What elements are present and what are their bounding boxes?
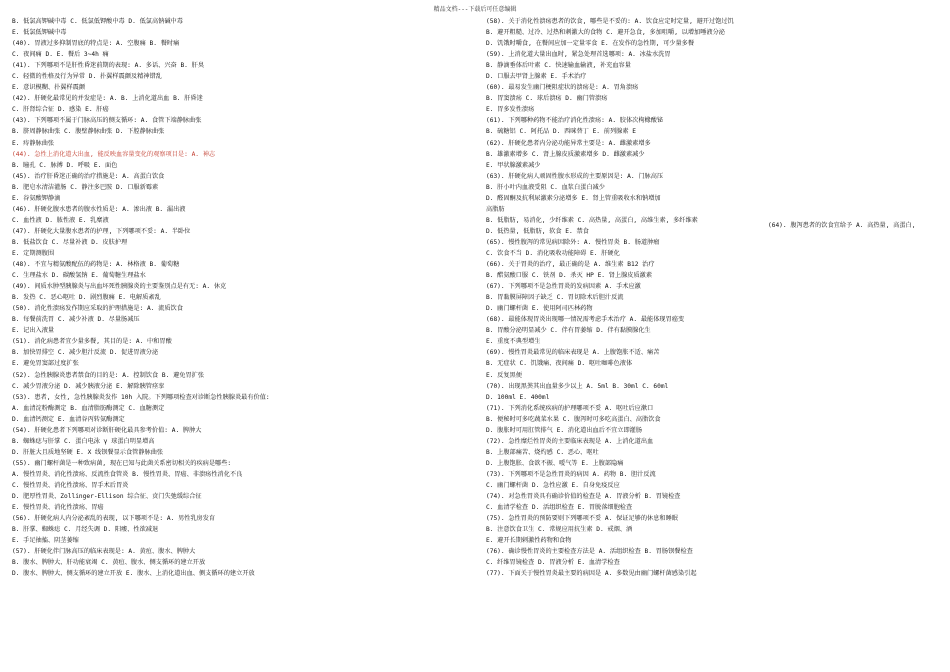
question-line: C. 生理盐水 D. 碳酸氢钠 E. 葡萄糖生理盐水 <box>12 272 146 280</box>
question-line: B. 蜘蛛痣与肝掌 C. 蛋白电泳 γ 球蛋白明显增高 <box>12 437 155 445</box>
question-line: D. 腹胀时可用肛管排气 E. 消化道出血后不宜立即灌肠 <box>486 426 643 434</box>
question-line: E. 记出入液量 <box>12 327 55 335</box>
left-column <box>12 16 467 579</box>
question-line: E. 反复黑便 <box>486 371 522 379</box>
question-line: (75). 急性胃炎的预防要则下列哪项不妥 A. 保证足够的休息和睡眠 <box>486 515 678 523</box>
question-line: (59). 上消化道大量出血时, 紧急处理首选哪项: A. 冰盐水洗胃 <box>486 51 671 59</box>
question-line: B. 硫糖铝 C. 阿托品 D. 西咪替丁 E. 前列腺素 E <box>486 128 636 136</box>
question-line: (50). 消化性溃疡发作期应采取的护理措施是: A. 流质饮食 <box>12 305 183 313</box>
question-line: (40). 胃液过多抑制胃底的特点是: A. 空腹痛 B. 餐时痛 <box>12 40 180 48</box>
question-line: (71). 下列消化系统疾病的护理哪项不妥 A. 呕吐后应漱口 <box>486 404 654 412</box>
question-line: (62). 肝硬化患者内分泌功能异常主要是: A. 雌激素增多 <box>486 139 651 147</box>
question-line: B. 发热 C. 恶心呕吐 D. 剧烈腹痛 E. 电解质紊乱 <box>12 294 161 302</box>
question-line: B. 低盐饮食 C. 尽量补液 D. 皮肤护理 <box>12 238 128 246</box>
question-line: C. 夜间痛 D. E. 餐后 3~4h 痛 <box>12 51 109 59</box>
question-line: D. 幽门螺杆菌 E. 使用阿司匹林药物 <box>486 305 593 313</box>
question-line: (73). 下列哪项不是急性胃炎的病因 A. 药物 B. 胆汁反流 <box>486 470 656 478</box>
question-line: E. 甲状腺激素减少 <box>486 161 541 169</box>
question-line: (67). 下列哪项不是急性胃炎的发病因素 A. 手术应激 <box>486 283 641 291</box>
question-line: E. 胃多发性溃疡 <box>486 106 535 114</box>
question-line: (63). 肝硬化病人顽固性腹水形成的主要原因是: A. 门脉高压 <box>486 172 664 180</box>
question-line: (48). 不宜与精氨酸配伍的药物是: A. 林格液 B. 葡萄糖 <box>12 261 180 269</box>
question-line: D. 肝脏大且质地坚硬 E. X 线钡餐显示食管静脉曲张 <box>12 448 164 456</box>
question-line: (41). 下列哪项不是肝性昏迷前期的表现: A. 多话、兴奋 B. 肝臭 <box>12 62 205 70</box>
question-line: B. 低脂肪, 易消化, 少纤维素 C. 高热量, 高蛋白, 高维生素, 多纤维素 <box>486 216 698 224</box>
question-line: B. 静滴垂体后叶素 C. 快速输血输液, 补充血容量 <box>486 62 631 70</box>
question-line: (70). 出现黑粪其出血量多少以上 A. 5ml B. 30ml C. 60ml <box>486 382 669 390</box>
question-line: B. 胃酸分泌明显减少 C. 伴有胃萎缩 D. 伴有黏膜腺化生 <box>486 327 651 335</box>
question-line: (44). 急性上消化道大出血, 能反映血容量变化的观察项目是: A. 神志 <box>12 150 216 158</box>
question-line: (43). 下列哪项不属于门脉高压的侧支循环: A. 食管下端静脉曲张 <box>12 117 202 125</box>
question-line: B. 雄激素增多 C. 肾上腺皮质激素增多 D. 雌激素减少 <box>486 150 645 158</box>
question-line: (72). 急性糜烂性胃炎的主要临床表现是 A. 上消化道出血 <box>486 437 654 445</box>
question-line: B. 胃窦溃疡 C. 球后溃疡 D. 幽门管溃疡 <box>486 95 608 103</box>
question-line: C. 纤维胃镜检查 D. 胃液分析 E. 血清学检查 <box>486 559 620 567</box>
question-line: D. 上腹饱胀、食欲不振、嗳气等 E. 上腹部隐痛 <box>486 459 624 467</box>
question-line: A. 血清淀粉酶测定 B. 血清脂肪酶测定 C. 血糖测定 <box>12 404 165 412</box>
question-line: (66). 关于胃炎的治疗, 最正确的是 A. 维生素 B12 治疗 <box>486 261 655 269</box>
question-line: B. 便秘时可多吃蔬菜水果 C. 腹泻时可多吃高蛋白、高脂饮食 <box>486 415 661 423</box>
question-line: (51). 消化病患者宜少量多餐, 其目的是: A. 中和胃酸 <box>12 338 172 346</box>
question-line: (68). 最能体现胃炎出现哪一情况需考虑手术治疗 A. 最能体现胃癌变 <box>486 316 685 324</box>
question-line: C. 饮食不当 D. 消化吸收功能障碍 E. 肝硬化 <box>486 249 620 257</box>
question-line: D. 低热量, 低脂肪, 软食 E. 禁食 <box>486 227 589 235</box>
question-line: (65). 慢性腹泻的常见病因除外: A. 慢性胃炎 B. 肠道肿瘤 <box>486 238 660 246</box>
question-line: A. 慢性胃炎、消化性溃疡、反流性食管炎 B. 慢性胃炎、胃癌、非溃疡性消化不良 <box>12 470 243 478</box>
question-line: B. 低氯高钾碱中毒 C. 低氯低钾酸中毒 D. 低氯高钠碱中毒 <box>12 18 183 25</box>
question-line: E. 慢性胃炎、消化性溃疡、胃癌 <box>12 504 104 512</box>
question-line: E. 定期测腹围 <box>12 249 55 257</box>
question-line: (77). 下面关于慢性胃炎最主要的病因是 A. 多数见由幽门螺杆菌感染引起 <box>486 570 697 578</box>
question-line: (45). 治疗肝昏迷正确的治疗措施是: A. 高蛋白饮食 <box>12 172 165 180</box>
question-line: D. 100ml E. 400ml <box>486 393 550 401</box>
question-line: C. 慢性胃炎、消化性溃疡、胃手术后胃炎 <box>12 481 129 489</box>
question-line: B. 每餐前洗胃 C. 减少补液 D. 尽量肠减压 <box>12 316 140 324</box>
question-line: (55). 幽门螺杆菌是一种致病菌, 现在已知与此菌关系密切相关的疾病是哪些: <box>12 459 232 467</box>
question-line: (49). 间质水肿型胰腺炎与出血坏死性胰腺炎的主要鉴别点是有无: A. 休克 <box>12 283 227 291</box>
question-line: B. 腹水、脾肿大、肝功能衰竭 C. 黄疸、腹水、侧支循环的建立开放 <box>12 559 206 567</box>
question-line: D. 腹水、脾肿大、侧支循环的建立开放 E. 腹水、上消化道出血、侧支循环的建立开放 <box>12 570 255 578</box>
side-note: (64). 腹泻患者的饮食宜给予 A. 高热量, 高蛋白, <box>768 222 916 229</box>
question-line: (69). 慢性胃炎最常见的临床表现是 A. 上腹饱胀不适、痛苦 <box>486 349 660 357</box>
question-line: B. 无症状 C. 饥饿痛、夜间痛 D. 呕吐咖啡色液体 <box>486 360 633 368</box>
question-line: D. 血清钙测定 E. 血清谷丙转氨酶测定 <box>12 415 125 423</box>
question-line: C. 肝肾综合征 D. 感染 E. 肝癌 <box>12 106 109 114</box>
question-line: C. 幽门螺杆菌 D. 急性应激 E. 自身免疫反应 <box>486 481 620 489</box>
question-line: E. 重度不典型增生 <box>486 338 541 346</box>
question-line: (52). 急性胰腺炎患者禁食的目的是: A. 控制饮食 B. 避免胃扩张 <box>12 371 205 379</box>
question-line: B. 上腹部痛苦、烧灼感 C. 恶心、呕吐 <box>486 448 599 456</box>
question-line: E. 避开长期刺激性药物和食物 <box>486 537 572 545</box>
question-line: B. 肥皂水清洁灌肠 C. 静注多巴胺 D. 口服新霉素 <box>12 183 159 191</box>
question-line: C. 血性液 D. 脓性液 E. 乳糜液 <box>12 216 109 224</box>
question-line: (42). 肝硬化最常见的并发症是: A. B. 上消化道出血 B. 肝昏迷 <box>12 95 203 103</box>
question-line: D. 醛固酮及抗利尿激素分泌增多 E. 肾上管重吸收水和钠增加 <box>486 194 661 202</box>
question-line: (46). 肝硬化腹水患者的腹水性质是: A. 渗出液 B. 漏出液 <box>12 205 186 213</box>
question-line: C. 血清学检查 D. 活组织检查 E. 胃脱落细胞检查 <box>486 504 633 512</box>
question-line: B. 避开粗糙、过冷、过热和刺激大的食物 C. 避开急食, 多加咀嚼, 以增加唾液分泌 <box>486 29 725 37</box>
question-line: C. 减少胃液分泌 D. 减少胰液分泌 E. 解除胰管痉挛 <box>12 382 165 390</box>
question-line: (74). 对急性胃炎具有确诊价值的检查是 A. 胃液分析 B. 胃镜检查 <box>486 493 681 501</box>
question-line: E. 低氯低钾碱中毒 <box>12 29 67 37</box>
question-line: B. 加快胃排空 C. 减少胆汁反流 D. 促进胃液分泌 <box>12 349 159 357</box>
question-line: B. 肝小叶内血液受阻 C. 血浆白蛋白减少 <box>486 183 605 191</box>
question-line: D. 肥厚性胃炎、Zollinger-Ellison 综合征、贲门失弛缓综合征 <box>12 493 202 501</box>
question-line: B. 胃黏膜屏障因子缺乏 C. 胃切除术后胆汁反流 <box>486 294 624 302</box>
question-line: E. 谷氨酸钾静滴 <box>12 194 61 202</box>
question-line: B. 脐周静脉曲张 C. 腹壁静脉曲张 D. 下腔静脉曲张 <box>12 128 165 136</box>
question-line: B. 肝掌、蜘蛛痣 C. 月经失调 D. 阳痿、性欲减退 <box>12 526 159 534</box>
question-line: (57). 肝硬化伴门脉高压的临床表现是: A. 黄疸、腹水、脾肿大 <box>12 548 196 556</box>
question-line: B. 醋氨酸口服 C. 铁剂 D. 杀灭 HP E. 肾上腺皮质激素 <box>486 272 653 280</box>
question-line: (54). 肝硬化患者下列哪项对诊断肝硬化最具参考价值: A. 脾肿大 <box>12 426 202 434</box>
question-line: (56). 肝硬化病人内分泌紊乱的表现, 以下哪项不是: A. 男性乳房发育 <box>12 515 216 523</box>
question-line: (76). 确诊慢性胃炎的主要检查方法是 A. 活组织检查 B. 胃肠钡餐检查 <box>486 548 693 556</box>
question-line: E. 意识模糊、扑翼样震颤 <box>12 84 86 92</box>
question-line: D. 口服去甲肾上腺素 E. 手术治疗 <box>486 73 587 81</box>
question-line: (61). 下列哪种药物不能治疗消化性溃疡: A. 胶体次枸橼酸铋 <box>486 117 664 125</box>
question-line: (60). 最易发生幽门梗阻症状的溃疡是: A. 胃角溃疡 <box>486 84 639 92</box>
right-column <box>486 16 946 579</box>
page-header: 精品文档---下载后可任意编辑 <box>433 6 517 13</box>
question-line: (53). 患者, 女性, 急性胰腺炎发作 10h 入院。下列哪项检查对诊断急性胰腺炎最有价值: <box>12 393 270 401</box>
question-line: D. 饥饿时嚼食, 在餐间应加一定量零食 E. 在发作的急性期, 可少量多餐 <box>486 40 695 48</box>
question-line: B. 注意饮食卫生 C. 常规应用抗生素 D. 戒烟、酒 <box>486 526 633 534</box>
question-line: E. 痔静脉曲张 <box>12 139 55 147</box>
question-line: 高脂肪 <box>486 205 505 213</box>
question-line: E. 手足抽搐、阴茎萎缩 <box>12 537 79 545</box>
question-line: E. 避免胃窦部过度扩张 <box>12 360 79 368</box>
question-line: (58). 关于消化性溃疡患者的饮食, 哪些是不妥的: A. 饮食应定时定量, 避开过饱过饥 <box>486 18 734 25</box>
question-line: C. 轻微的性格及行为异常 D. 扑翼样震颤及精神错乱 <box>12 73 162 81</box>
question-line: (47). 肝硬化大量腹水患者的护理, 下列哪项不妥: A. 半卧位 <box>12 227 191 235</box>
question-line: B. 瞳孔 C. 脉搏 D. 呼吸 E. 面色 <box>12 161 118 169</box>
